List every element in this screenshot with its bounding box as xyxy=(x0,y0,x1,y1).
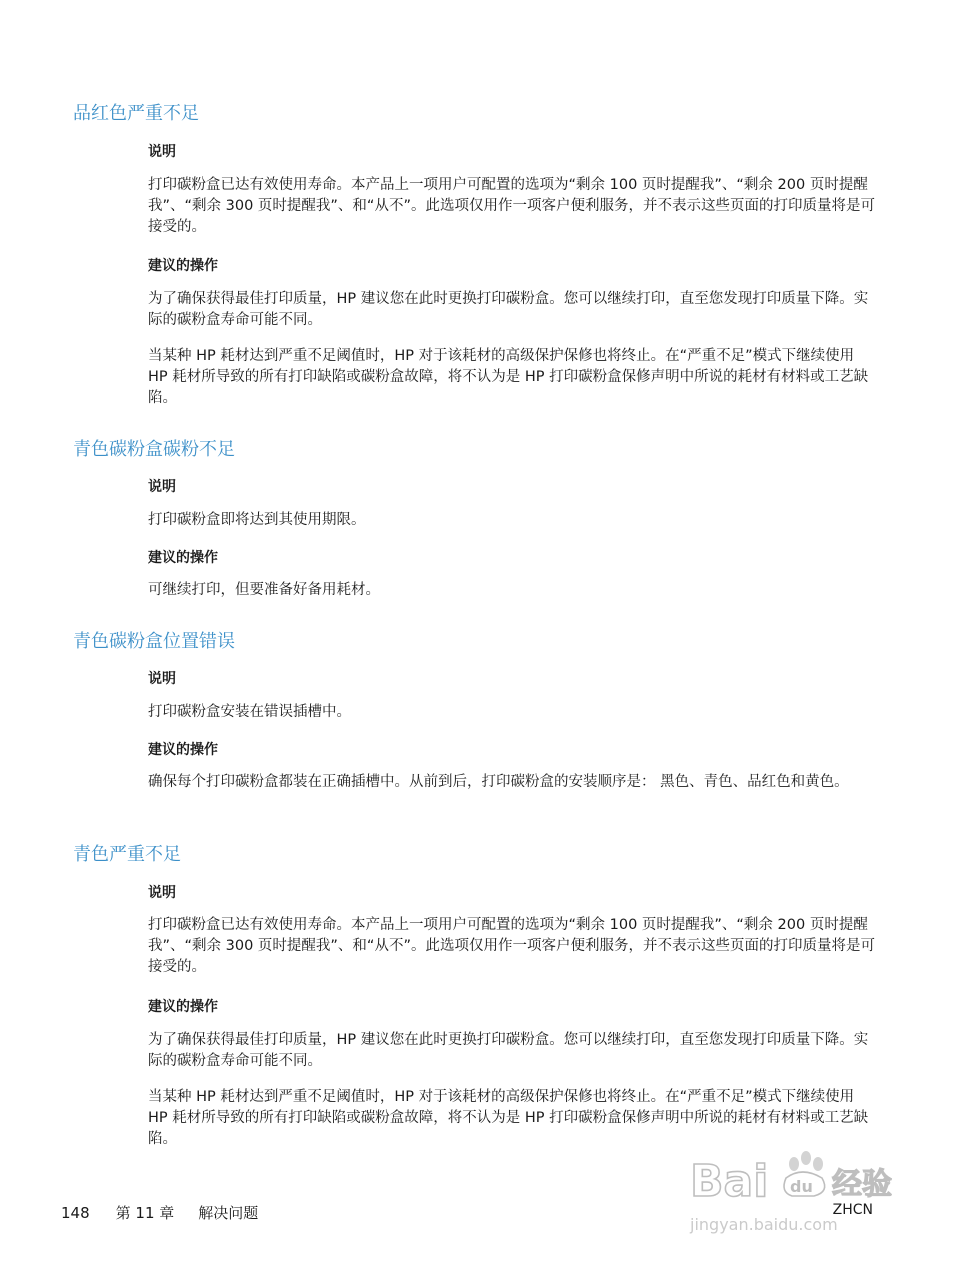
chapter-label: 第 11 章 xyxy=(115,1204,175,1222)
svg-text:jingyan.baidu.com: jingyan.baidu.com xyxy=(690,1215,838,1234)
svg-text:Bai: Bai xyxy=(690,1156,769,1207)
recommended-action-label: 建议的操作 xyxy=(148,550,218,566)
description-text: 打印碳粉盒安装在错误插槽中。 xyxy=(148,704,351,720)
action-text: 为了确保获得最佳打印质量，HP 建议您在此时更换打印碳粉盒。您可以继续打印，直至您发现打印质量下降。实际的碳粉盒寿命可能不同。 xyxy=(148,291,869,328)
action-text: 可继续打印，但要准备好备用耗材。 xyxy=(148,582,380,598)
action-text: 当某种 HP 耗材达到严重不足阈值时，HP 对于该耗材的高级保护保修也将终止。在“严重不足”模式下继续使用 HP 耗材所导致的所有打印缺陷或碳粉盒故障，将不认为是 HP 打印碳粉盒保修声明中所说的耗材有材料或工艺缺陷。 xyxy=(148,348,869,406)
chapter-title: 解决问题 xyxy=(198,1204,259,1222)
page-footer xyxy=(61,1202,258,1223)
section-title-cyan-wrong-position: 青色碳粉盒位置错误 xyxy=(73,631,235,652)
description-label: 说明 xyxy=(148,885,176,901)
description-text: 打印碳粉盒已达有效使用寿命。本产品上一项用户可配置的选项为“剩余 100 页时提醒我”、“剩余 200 页时提醒我”、“剩余 300 页时提醒我”、和“从不”。此选项仅用作一项客户便利服务，并不表示这些页面的打印质量将是可接受的。 xyxy=(148,917,875,975)
baidu-jingyan-watermark xyxy=(682,1138,902,1238)
recommended-action-label: 建议的操作 xyxy=(148,258,218,274)
action-text: 当某种 HP 耗材达到严重不足阈值时，HP 对于该耗材的高级保护保修也将终止。在“严重不足”模式下继续使用 HP 耗材所导致的所有打印缺陷或碳粉盒故障，将不认为是 HP 打印碳粉盒保修声明中所说的耗材有材料或工艺缺陷。 xyxy=(148,1089,869,1147)
description-label: 说明 xyxy=(148,671,176,687)
recommended-action-label: 建议的操作 xyxy=(148,999,218,1015)
description-label: 说明 xyxy=(148,479,176,495)
page-number: 148 xyxy=(61,1204,90,1222)
recommended-action-label: 建议的操作 xyxy=(148,742,218,758)
description-text: 打印碳粉盒即将达到其使用期限。 xyxy=(148,512,366,528)
description-text: 打印碳粉盒已达有效使用寿命。本产品上一项用户可配置的选项为“剩余 100 页时提醒我”、“剩余 200 页时提醒我”、“剩余 300 页时提醒我”、和“从不”。此选项仅用作一项客户便利服务，并不表示这些页面的打印质量将是可接受的。 xyxy=(148,177,875,235)
description-label: 说明 xyxy=(148,144,176,160)
section-title-cyan-low: 青色碳粉盒碳粉不足 xyxy=(73,439,235,460)
section-title-cyan-very-low: 青色严重不足 xyxy=(73,844,181,865)
action-text: 为了确保获得最佳打印质量，HP 建议您在此时更换打印碳粉盒。您可以继续打印，直至您发现打印质量下降。实际的碳粉盒寿命可能不同。 xyxy=(148,1032,869,1069)
svg-text:du: du xyxy=(790,1177,813,1196)
locale-code: ZHCN xyxy=(832,1202,873,1218)
section-title-magenta-very-low: 品红色严重不足 xyxy=(73,103,199,124)
action-text: 确保每个打印碳粉盒都装在正确插槽中。从前到后，打印碳粉盒的安装顺序是： 黑色、青色、品红色和黄色。 xyxy=(148,774,849,790)
svg-text:经验: 经验 xyxy=(832,1167,892,1202)
